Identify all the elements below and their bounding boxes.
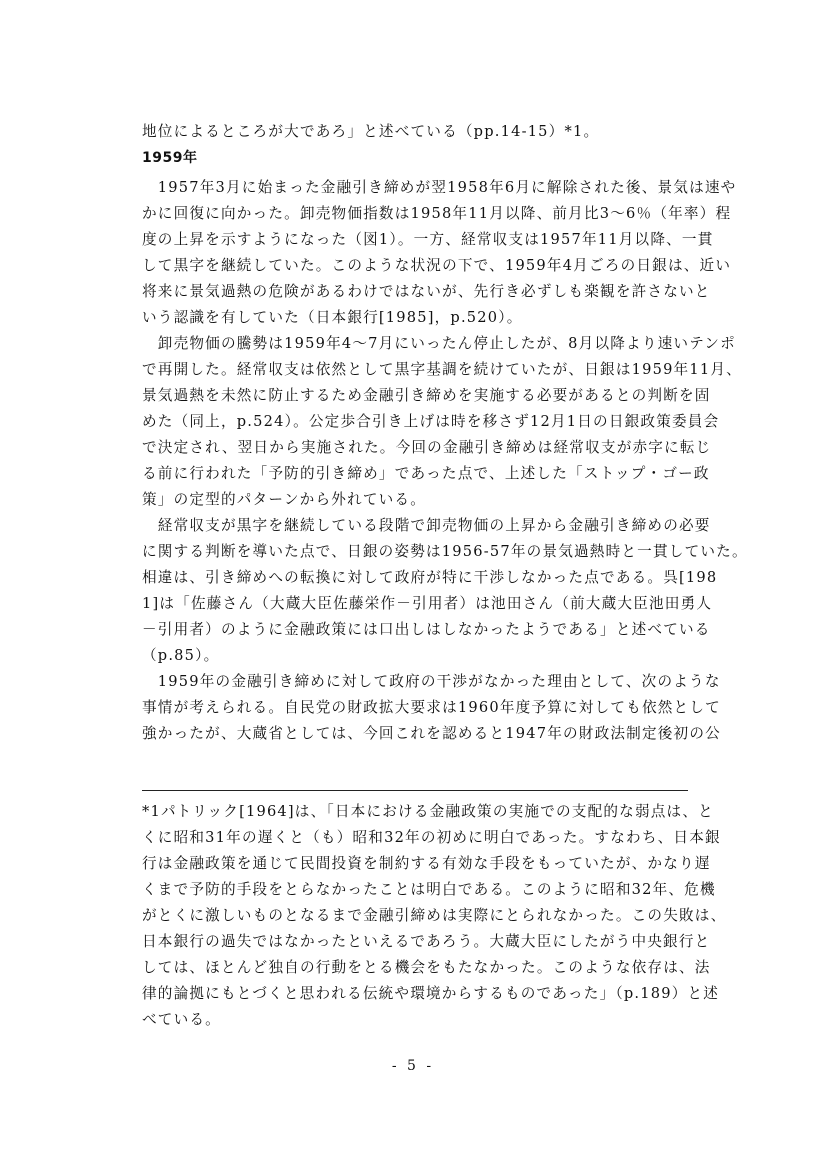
footnote-line: べている。	[142, 1011, 221, 1028]
footnote-divider	[142, 790, 688, 791]
paragraph-line: 強かったが、大蔵省としては、今回これを認めると1947年の財政法制定後初の公	[142, 725, 721, 742]
paragraph-line: 相違は、引き締めへの転換に対して政府が特に干渉しなかった点である。呉[198	[142, 569, 718, 586]
section-heading: 1959年	[142, 150, 198, 166]
paragraph-line: めた（同上，p.524）。公定歩合引き上げは時を移さず12月1日の日銀政策委員会	[142, 413, 720, 430]
paragraph-line: かに回復に向かった。卸売物価指数は1958年11月以降、前月比3～6％（年率）程	[142, 205, 732, 222]
footnote-line: 日本銀行の過失ではなかったといえるであろう。大蔵大臣にしたがう中央銀行と	[142, 933, 711, 950]
footnote-line: *1パトリック[1964]は、「日本における金融政策の実施での支配的な弱点は、と	[142, 803, 714, 820]
paragraph-line: 卸売物価の騰勢は1959年4～7月にいったん停止したが、8月以降より速いテンポ	[142, 335, 736, 352]
paragraph-line: る前に行われた「予防的引き締め」であった点で、上述した「ストップ・ゴー政	[142, 465, 710, 482]
paragraph-line: 1957年3月に始まった金融引き締めが翌1958年6月に解除された後、景気は速や	[142, 179, 737, 196]
footnote-line: しては、ほとんど独自の行動をとる機会をもたなかった。このような依存は、法	[142, 959, 711, 976]
paragraph-line: 経常収支が黒字を継続している段階で卸売物価の上昇から金融引き締めの必要	[142, 517, 711, 534]
paragraph-line: いう認識を有していた（日本銀行[1985]，p.520）。	[142, 309, 523, 326]
paragraph-line: して黒字を継続していた。このような状況の下で、1959年4月ごろの日銀は、近い	[142, 257, 732, 274]
footnote-line: くに昭和31年の遅くと（も）昭和32年の初めに明白であった。すなわち、日本銀	[142, 829, 721, 846]
paragraph-line: で決定され、翌日から実施された。今回の金融引き締めは経常収支が赤字に転じ	[142, 439, 712, 456]
footnote-line: くまで予防的手段をとらなかったことは明白である。このように昭和32年、危機	[142, 881, 716, 898]
paragraph-line: （p.85）。	[142, 647, 220, 664]
paragraph-line: 度の上昇を示すようになった（図1）。一方、経常収支は1957年11月以降、一貫	[142, 231, 714, 248]
paragraph-line: 景気過熱を未然に防止するため金融引き締めを実施する必要があるとの判断を固	[142, 387, 711, 404]
footnote-line: がとくに激しいものとなるまで金融引締めは実際にとられなかった。この失敗は、	[142, 907, 727, 924]
paragraph-line: 1959年の金融引き締めに対して政府の干渉がなかった理由として、次のような	[142, 673, 721, 690]
paragraph-line: 事情が考えられる。自民党の財政拡大要求は1960年度予算に対しても依然として	[142, 699, 721, 716]
paragraph-line: 将来に景気過熱の危険があるわけではないが、先行き必ずしも楽観を許さないと	[142, 283, 711, 300]
paragraph-line: に関する判断を導いた点で、日銀の姿勢は1956-57年の景気過熱時と一貫していた。	[142, 543, 748, 560]
footnote-line: 律的論拠にもとづくと思われる伝統や環境からするものであった」（p.189）と述	[142, 985, 720, 1002]
paragraph-line: －引用者）のように金融政策には口出しはしなかったようである」と述べている	[142, 621, 711, 638]
footnote-line: 行は金融政策を通じて民間投資を制約する有効な手段をもっていたが、かなり遅	[142, 855, 711, 872]
paragraph-line: 1]は「佐藤さん（大蔵大臣佐藤栄作－引用者）は池田さん（前大蔵大臣池田勇人	[142, 595, 713, 612]
paragraph-line: で再開した。経常収支は依然として黒字基調を続けていたが、日銀は1959年11月、	[142, 361, 742, 378]
intro-line: 地位によるところが大であろ」と述べている（pp.14-15）*1。	[142, 123, 600, 140]
paragraph-line: 策」の定型的パターンから外れている。	[142, 491, 426, 508]
page-number: - 5 -	[391, 1058, 435, 1074]
